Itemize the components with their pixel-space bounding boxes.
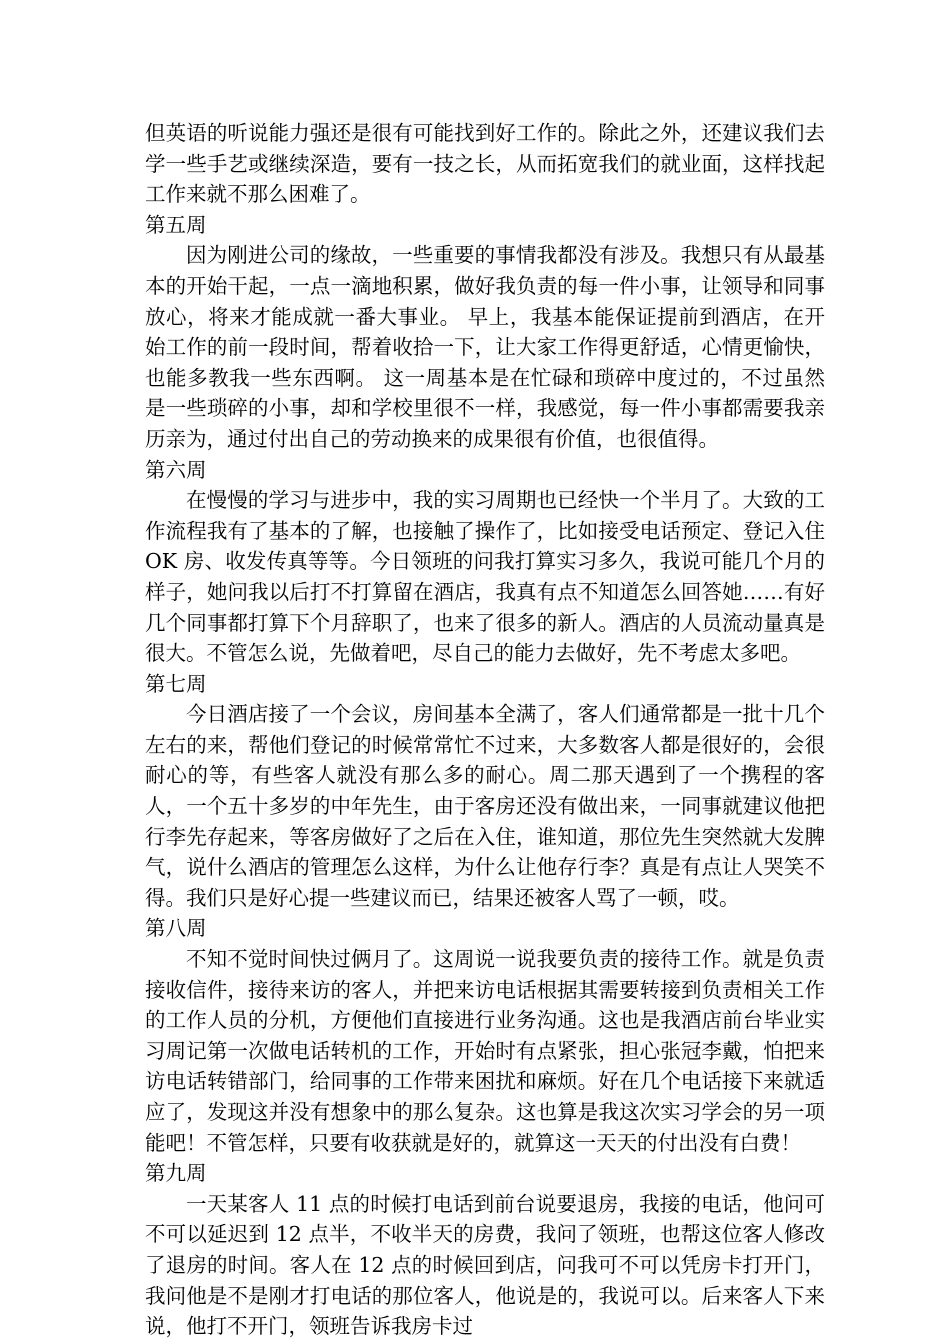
week-eight-paragraph: 不知不觉时间快过俩月了。这周说一说我要负责的接待工作。就是负责接收信件，接待来访的客人，并把来访电话根据其需要转接到负责相关工作的工作人员的分机，方便他们直接进行业务沟通。这也是我酒店前台毕业实习周记第一次做电话转机的工作，开始时有点紧张，担心张冠李戴，怕把来访电话转错部门，给同事的工作带来困扰和麻烦。好在几个电话接下来就适应了，发现这并没有想象中的那么复杂。这也算是我这次实习学会的另一项能吧！不管怎样，只要有收获就是好的，就算这一天天的付出没有白费！ [145,947,825,1155]
document-body [145,118,825,1342]
paragraph-continuation: 但英语的听说能力强还是很有可能找到好工作的。除此之外，还建议我们去学一些手艺或继续深造，要有一技之长，从而拓宽我们的就业面，这样找起工作来就不那么困难了。 [145,121,825,207]
week-six-heading: 第六周 [145,457,207,482]
week-nine-heading: 第九周 [145,1161,207,1186]
week-seven-paragraph: 今日酒店接了一个会议，房间基本全满了，客人们通常都是一批十几个左右的来，帮他们登记的时候常常忙不过来，大多数客人都是很好的，会很耐心的等，有些客人就没有那么多的耐心。周二那天遇到了一个携程的客人，一个五十多岁的中年先生，由于客房还没有做出来，一同事就建议他把行李先存起来，等客房做好了之后在入住，谁知道，那位先生突然就大发脾气，说什么酒店的管理怎么这样，为什么让他存行李？真是有点让人哭笑不得。我们只是好心提一些建议而已，结果还被客人骂了一顿，哎。 [145,702,825,910]
week-five-paragraph: 因为刚进公司的缘故，一些重要的事情我都没有涉及。我想只有从最基本的开始干起，一点一滴地积累，做好我负责的每一件小事，让领导和同事放心，将来才能成就一番大事业。 早上，我基本能保证提前到酒店，在开始工作的前一段时间，帮着收拾一下，让大家工作得更舒适，心情更愉快，也能多教我一些东西啊。 这一周基本是在忙碌和琐碎中度过的，不过虽然是一些琐碎的小事，却和学校里很不一样，我感觉，每一件小事都需要我亲历亲为，通过付出自己的劳动换来的成果很有价值，也很值得。 [145,243,825,451]
week-five-heading: 第五周 [145,212,207,237]
week-seven-heading: 第七周 [145,671,207,696]
week-six-paragraph: 在慢慢的学习与进步中，我的实习周期也已经快一个半月了。大致的工作流程我有了基本的了解，也接触了操作了，比如接受电话预定、登记入住 OK 房、收发传真等等。今日领班的问我打算实习多久，我说可能几个月的样子，她问我以后打不打算留在酒店，我真有点不知道怎么回答她……有好几个同事都打算下个月辞职了，也来了很多的新人。酒店的人员流动量真是很大。不管怎么说，先做着吧，尽自己的能力去做好，先不考虑太多吧。 [145,488,825,666]
week-nine-paragraph: 一天某客人 11 点的时候打电话到前台说要退房，我接的电话，他问可不可以延迟到 12 点半，不收半天的房费，我问了领班，也帮这位客人修改了退房的时间。客人在 12 点的时候回到店，问我可不可以凭房卡打开门，我问他是不是刚才打电话的那位客人，他说是的，我说可以。后来客人下来说，他打不开门，领班告诉我房卡过 [145,1191,825,1339]
week-eight-heading: 第八周 [145,916,207,941]
